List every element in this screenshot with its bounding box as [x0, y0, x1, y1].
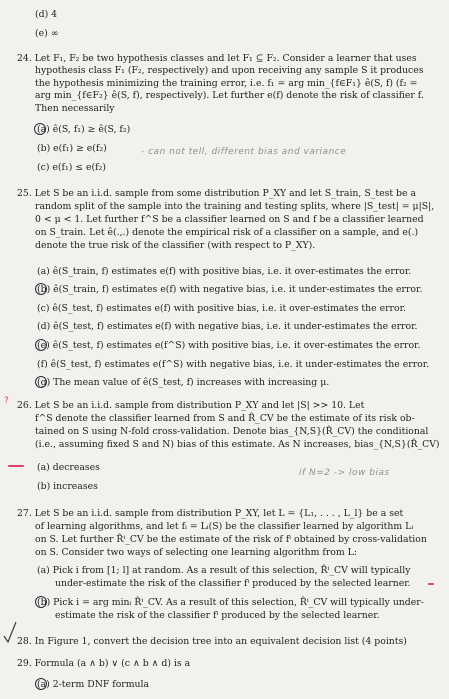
q24-option-b[interactable]: (b) e(f₁) ≥ e(f₂) [37, 143, 107, 154]
checkmark-icon [2, 620, 18, 644]
q27-line-4: on S. Consider two ways of selecting one learning algorithm from L: [35, 547, 357, 558]
q26-line-3: tained on S using N-fold cross-validation. Denote bias_{N,S}(R̂_CV) the conditional [35, 426, 429, 437]
q25-option-b[interactable]: (b) ê(S_train, f) estimates e(f) with negative bias, i.e. it under-estimates the error. [37, 284, 423, 295]
q25-option-d[interactable]: (d) ê(S_test, f) estimates e(f) with negative bias, i.e. it under-estimates the error. [37, 321, 418, 332]
q24-line-4: arg min_{f∈F₂} ê(S, f), respectively). Let further e(f) denote the risk of classifier f. [35, 90, 424, 101]
q24-option-a[interactable]: (a) ê(S, f₁) ≥ ê(S, f₂) [37, 124, 131, 135]
q24-line-5: Then necessarily [35, 103, 115, 114]
q25-option-g[interactable]: (g) The mean value of ê(S_test, f) increases with increasing μ. [37, 377, 330, 388]
q25-option-a[interactable]: (a) ê(S_train, f) estimates e(f) with positive bias, i.e. it over-estimates the error. [37, 266, 412, 277]
q27-line-2: of learning algorithms, and let fᵢ = Lᵢ(S) be the classifier learned by algorithm Lᵢ [35, 521, 414, 532]
q25-line-5: denote the true risk of the classifier (with respect to P_XY). [35, 240, 316, 251]
q27-line-1: 27. Let S be an i.i.d. sample from distribution P_XY, let L = {L₁, . . . , L_l} be a set [17, 508, 404, 519]
pink-underline-mark [8, 465, 24, 467]
q25-option-c[interactable]: (c) ê(S_test, f) estimates e(f) with positive bias, i.e. it over-estimates the error. [37, 303, 406, 314]
q26-option-b[interactable]: (b) increases [37, 481, 98, 492]
option-d[interactable]: (d) 4 [35, 9, 58, 20]
q25-line-4: on S_train. Let ê(.,.) denote the empirical risk of a classifier on a sample, and e(.) [35, 227, 419, 238]
q24-line-2: hypothesis class F₁ (F₂, respectively) and upon receiving any sample S it produces [35, 65, 424, 76]
q26-line-2: f^S denote the classifier learned from S and R̂_CV be the estimate of its risk ob- [35, 413, 415, 424]
q27-option-b-line-2: estimate the risk of the classifier fⁱ produced by the selected learner. [55, 610, 380, 621]
q25-line-3: 0 < μ < 1. Let further f^S be a classifier learned on S and f be a classifier learned [35, 214, 424, 225]
pink-tick-mark [428, 583, 434, 585]
q29-text: 29. Formula (a ∧ b) ∨ (c ∧ b ∧ d) is a [17, 658, 191, 669]
q27-option-a-line-1[interactable]: (a) Pick i from [1; l] at random. As a result of this selection, R̂ⁱ_CV will typically [37, 565, 411, 576]
question-mark-icon: ? [4, 396, 10, 406]
q24-line-3: the hypothesis minimizing the training error, i.e. f₁ = arg min_{f∈F₁} ê(S, f) (f₂ = [35, 78, 418, 89]
q24-line-1: 24. Let F₁, F₂ be two hypothesis classes and let F₁ ⊆ F₂. Consider a learner that uses [17, 53, 417, 64]
q29-option-a[interactable]: (a) 2-term DNF formula [37, 679, 150, 690]
q25-option-f[interactable]: (f) ê(S_test, f) estimates e(f^S) with negative bias, i.e. it under-estimates the error. [37, 359, 430, 370]
q28-text: 28. In Figure 1, convert the decision tree into an equivalent decision list (4 points) [17, 636, 407, 647]
q27-option-b-line-1[interactable]: (b) Pick i = arg minᵢ R̂ⁱ_CV. As a result of this selection, R̂ⁱ_CV will typically under- [37, 597, 424, 608]
option-e[interactable]: (e) ∞ [35, 28, 59, 39]
q27-line-3: on S. Let further R̂ⁱ_CV be the estimate of the risk of fⁱ obtained by cross-validation [35, 534, 427, 545]
q26-line-4: (i.e., assuming fixed S and N) bias of this estimate. As N increases, bias_{N,S}(R̂_CV) [35, 439, 440, 450]
q27-option-a-line-2: under-estimate the risk of the classifier fⁱ produced by the selected learner. [55, 578, 411, 589]
q24-option-c[interactable]: (c) e(f₁) ≤ e(f₂) [37, 162, 106, 173]
q26-handwritten-note: if N=2 -> low bias [299, 468, 390, 478]
q26-line-1: 26. Let S be an i.i.d. sample from distribution P_XY and let |S| >> 10. Let [17, 400, 365, 411]
q26-option-a[interactable]: (a) decreases [37, 462, 100, 473]
q24-handwritten-note: - can not tell, different bias and variance [141, 147, 347, 157]
q25-line-1: 25. Let S be an i.i.d. sample from some distribution P_XY and let S_train, S_test be a [17, 188, 416, 199]
q25-line-2: random split of the sample into the training and testing splits, where |S_test| = μ|S|, [35, 201, 435, 212]
q25-option-e[interactable]: (e) ê(S_test, f) estimates e(f^S) with positive bias, i.e. it over-estimates the error. [37, 340, 421, 351]
